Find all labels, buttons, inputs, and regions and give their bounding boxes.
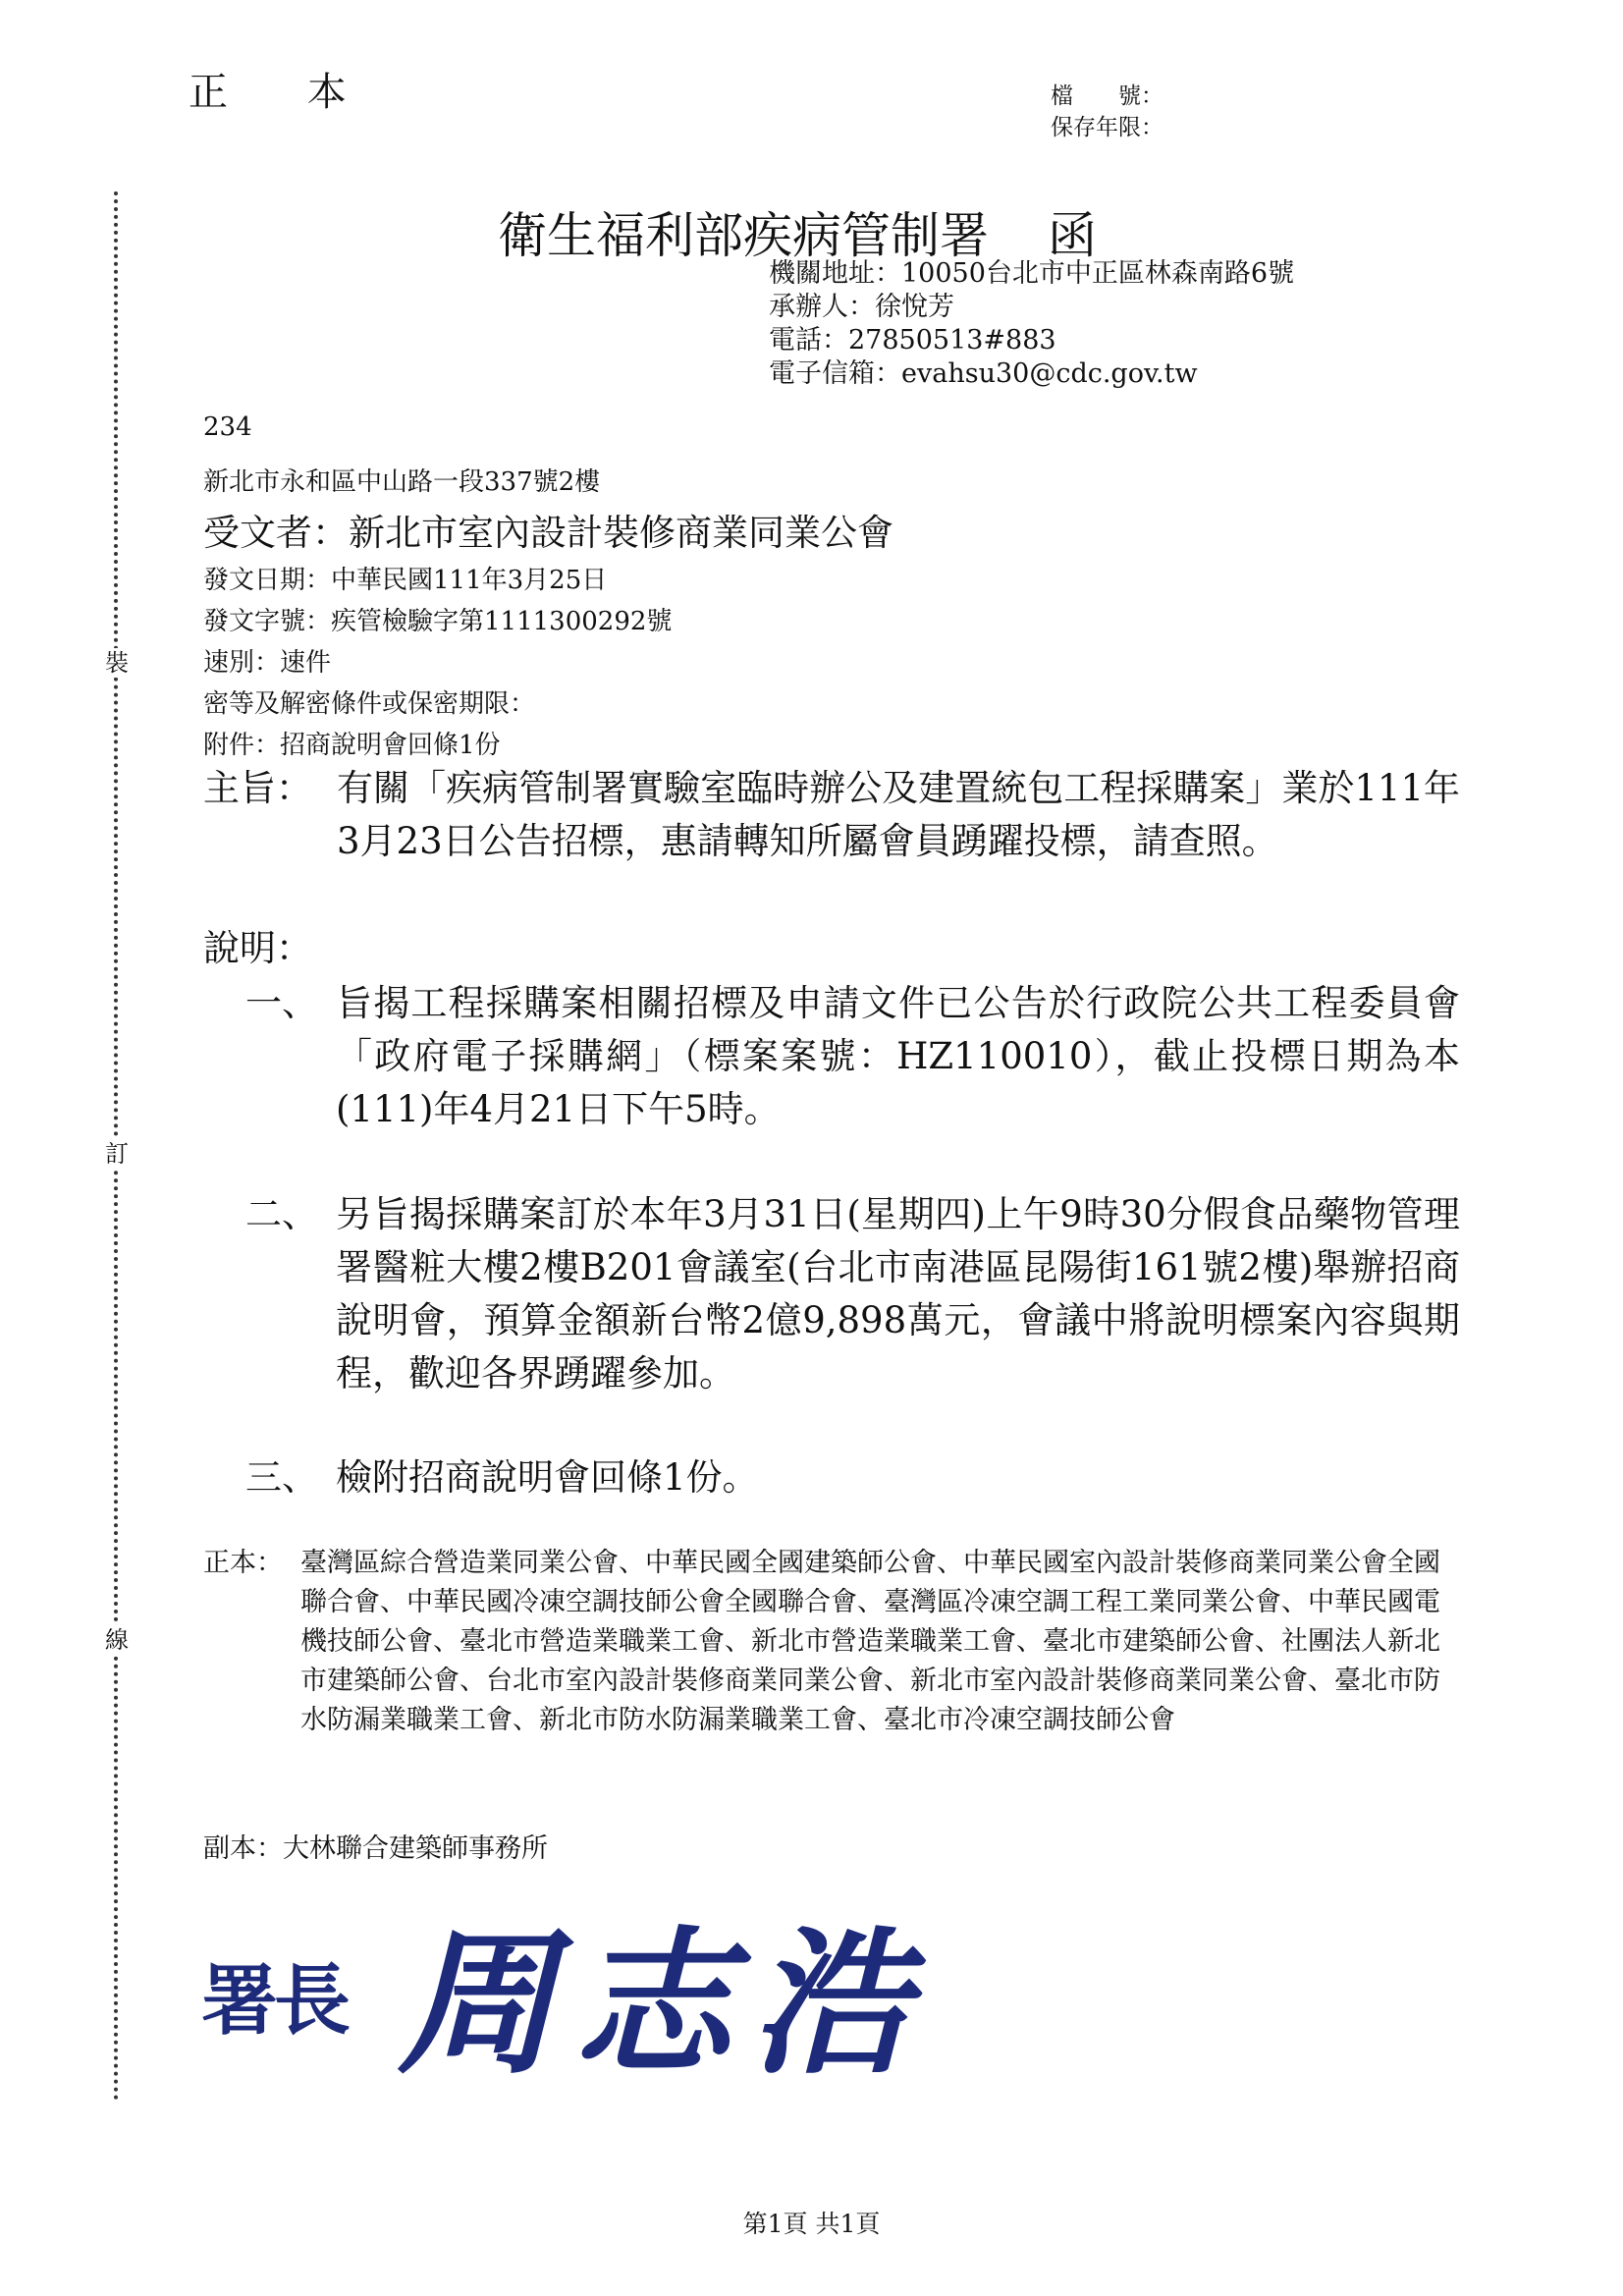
explanation-item (245, 977, 1460, 1136)
contact-block (769, 257, 1294, 391)
item-text: 檢附招商說明會回條1份。 (336, 1456, 759, 1499)
subject (203, 762, 1460, 868)
issue-number: 發文字號：疾管檢驗字第1111300292號 (203, 607, 673, 636)
file-number-label: 檔 號： (1051, 83, 1163, 109)
file-meta (1051, 81, 1163, 143)
explanation-item (245, 1451, 1460, 1504)
recipient-address: 新北市永和區中山路一段337號2樓 (203, 467, 601, 497)
signature-name: 周志浩 (398, 1911, 929, 2096)
explanation-label: 說明： (203, 927, 312, 969)
binding-mark-zhuang: 裝 (102, 648, 132, 678)
item-text: 旨揭工程採購案相關招標及申請文件已公告於行政院公共工程委員會「政府電子採購網」（標案案號：HZ110010），截止投標日期為本(111)年4月21日下午5時。 (336, 982, 1460, 1130)
subject-label: 主旨： (203, 767, 312, 809)
retention-label: 保存年限： (1051, 115, 1163, 140)
secrecy: 密等及解密條件或保密期限： (203, 689, 536, 719)
item-number: 三、 (245, 1456, 318, 1499)
officer: 承辦人：徐悅芳 (769, 292, 954, 322)
distribution-main-text: 臺灣區綜合營造業同業公會、中華民國全國建築師公會、中華民國室內設計裝修商業同業公會全國聯合會、中華民國冷凍空調技師公會全國聯合會、臺灣區冷凍空調工程工業同業公會、中華民國電機技師公會、臺北市營造業職業工會、新北市營造業職業工會、臺北市建築師公會、社團法人新北市建築師公會、台北市室內設計裝修商業同業公會、新北市室內設計裝修商業同業公會、臺北市防水防漏業職業工會、新北市防水防漏業職業工會、臺北市冷凍空調技師公會 (300, 1548, 1440, 1735)
binding-mark-xian: 線 (102, 1625, 132, 1655)
email: 電子信箱：evahsu30@cdc.gov.tw (769, 358, 1198, 389)
binding-mark-ding: 訂 (102, 1139, 132, 1169)
item-number: 二、 (245, 1193, 318, 1235)
document-meta (203, 560, 672, 766)
item-number: 一、 (245, 982, 318, 1024)
phone: 電話：27850513#883 (769, 325, 1056, 355)
agency-name: 衛生福利部疾病管制署 (498, 207, 989, 264)
recipient: 受文者：新北市室內設計裝修商業同業公會 (203, 512, 893, 554)
distribution-copy: 副本：大林聯合建築師事務所 (203, 1833, 548, 1864)
item-text: 另旨揭採購案訂於本年3月31日(星期四)上午9時30分假食品藥物管理署醫粧大樓2樓B201會議室(台北市南港區昆陽街161號2樓)舉辦招商說明會，預算金額新台幣2億9,898萬元，會議中將說明標案內容與期程，歡迎各界踴躍參加。 (336, 1193, 1460, 1394)
signature-title: 署長 (201, 1956, 348, 2046)
subject-text: 有關「疾病管制署實驗室臨時辦公及建置統包工程採購案」業於111年3月23日公告招標，惠請轉知所屬會員踴躍投標，請查照。 (337, 767, 1460, 862)
issue-date: 發文日期：中華民國111年3月25日 (203, 566, 608, 595)
agency-address: 機關地址：10050台北市中正區林森南路6號 (769, 258, 1295, 289)
document-type: 函 (1048, 207, 1097, 264)
postal-code: 234 (203, 412, 252, 442)
distribution-main-label: 正本： (203, 1548, 283, 1578)
distribution-main (203, 1544, 1440, 1740)
explanation-item (245, 1188, 1460, 1400)
speed: 速別：速件 (203, 648, 332, 678)
copy-mark: 正 本 (189, 70, 380, 115)
attachment: 附件：招商說明會回條1份 (203, 731, 501, 760)
page-number: 第1頁 共1頁 (742, 2210, 881, 2238)
